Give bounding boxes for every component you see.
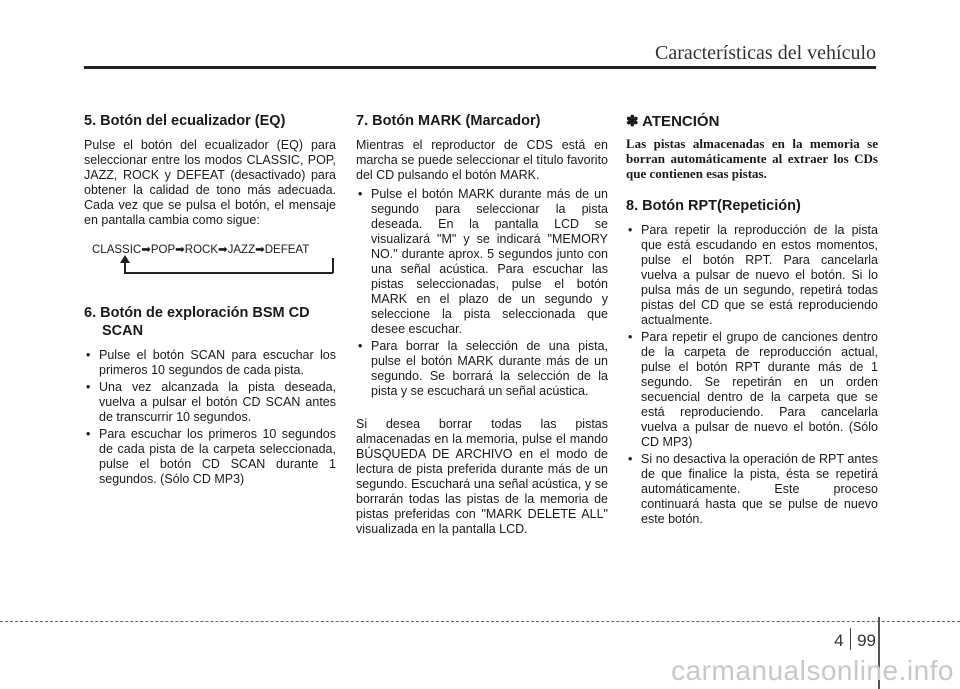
attention-body: Las pistas almacenadas en la memoria se borran automáticamente al extraer los CDs que contienen esas pistas. bbox=[626, 136, 878, 181]
mark-delete-all-body: Si desea borrar todas las pistas almacenadas en la memoria, pulse el mando BÚSQUEDA DE ARCHIVO en el modo de lectura de pista preferida durante más de un segundo. Escuchará una señal acústica, y se borrarán todas las pistas de la memoria de pistas preferidas con "MARK DELETE ALL" visualizada en la pantalla LCD. bbox=[356, 417, 608, 536]
flow-return-line-left bbox=[124, 258, 126, 273]
header-title: Características del vehículo bbox=[654, 42, 876, 64]
scan-title-line-1: 6. Botón de exploración BSM CD bbox=[84, 305, 310, 321]
chapter-number: 4 bbox=[834, 631, 844, 650]
page-number bbox=[834, 628, 876, 651]
watermark: carmanualsonline.info bbox=[671, 655, 954, 686]
header-rule bbox=[84, 66, 876, 69]
list-item: • Si no desactiva la operación de RPT antes de que finalice la pista, ésta se repetirá automáticamente. Este proceso continuará hasta que se pulse de nuevo este botón. bbox=[626, 452, 878, 527]
eq-mode-flow-diagram bbox=[84, 238, 336, 288]
list-item: • Para repetir el grupo de canciones dentro de la carpeta de reproducción actual, pulse el botón RPT durante más de 1 segundo. Se repetirán en un orden secuencial dentro de la carpeta que se está reproduciendo. Para cancelarla vuelva a pulsar de nuevo el botón. (Sólo CD MP3) bbox=[626, 330, 878, 450]
mark-section-body: Mientras el reproductor de CDS está en marcha se puede seleccionar el título favorito del CD pulsando el botón MARK. bbox=[356, 138, 608, 182]
footer-rule bbox=[0, 621, 960, 622]
list-item: • Para repetir la reproducción de la pista que está escudando en estos momentos, pulse el botón RPT. Para cancelarla vuelva a pulsar de nuevo el botón. Si lo pulsa más de un segundo, repetirá todas pistas del CD que se está reproduciendo actualmente. bbox=[626, 223, 878, 328]
attention-title: ✽ ATENCIÓN bbox=[626, 113, 720, 130]
flow-return-line-right bbox=[332, 258, 334, 273]
rpt-list bbox=[626, 223, 878, 527]
page-number-separator bbox=[850, 628, 852, 650]
eq-section-body: Pulse el botón del ecualizador (EQ) para seleccionar entre los modos CLASSIC, POP, JAZZ, ROCK y DEFEAT (desactivado) para obtener la calidad de tono más adecuada. Cada vez que se pulsa el botón, el mensaje en pantalla cambia como sigue: bbox=[84, 138, 336, 227]
eq-section-title: 5. Botón del ecualizador (EQ) bbox=[84, 113, 286, 129]
eq-mode-sequence: CLASSIC➡POP➡ROCK➡JAZZ➡DEFEAT bbox=[92, 244, 310, 256]
list-item: • Pulse el botón MARK durante más de un segundo para seleccionar la pista deseada. En la pantalla LCD se visualizará "M" y se indicará "MEMORY NO." durante aprox. 5 segundos junto con una señal acústica. Para escuchar las pistas seleccionadas, pulse el botón MARK en el plazo de un segundo y seleccione la pista seleccionada que desee escuchar. bbox=[356, 187, 608, 337]
column-1 bbox=[84, 112, 336, 489]
scan-section-title bbox=[84, 304, 336, 340]
mark-section-title: 7. Botón MARK (Marcador) bbox=[356, 113, 541, 129]
rpt-section-title: 8. Botón RPT(Repetición) bbox=[626, 198, 801, 214]
flow-return-line-bottom bbox=[124, 272, 333, 274]
mark-list bbox=[356, 187, 608, 399]
column-3 bbox=[626, 112, 878, 529]
list-item: • Para escuchar los primeros 10 segundos de cada pista de la carpeta seleccionada, pulse el botón CD SCAN durante 1 segundos. (Sólo CD MP3) bbox=[84, 427, 336, 487]
list-item: • Para borrar la selección de una pista, pulse el botón MARK durante más de un segundo. Se borrará la selección de la pista y se escuchará un señal acústica. bbox=[356, 339, 608, 399]
page-number-value: 99 bbox=[857, 631, 876, 650]
list-item: • Pulse el botón SCAN para escuchar los primeros 10 segundos de cada pista. bbox=[84, 348, 336, 378]
list-item: • Una vez alcanzada la pista deseada, vuelva a pulsar el botón CD SCAN antes de transcurrir 10 segundos. bbox=[84, 380, 336, 425]
column-2 bbox=[356, 112, 608, 537]
scan-list bbox=[84, 348, 336, 487]
scan-title-line-2: SCAN bbox=[102, 323, 144, 339]
